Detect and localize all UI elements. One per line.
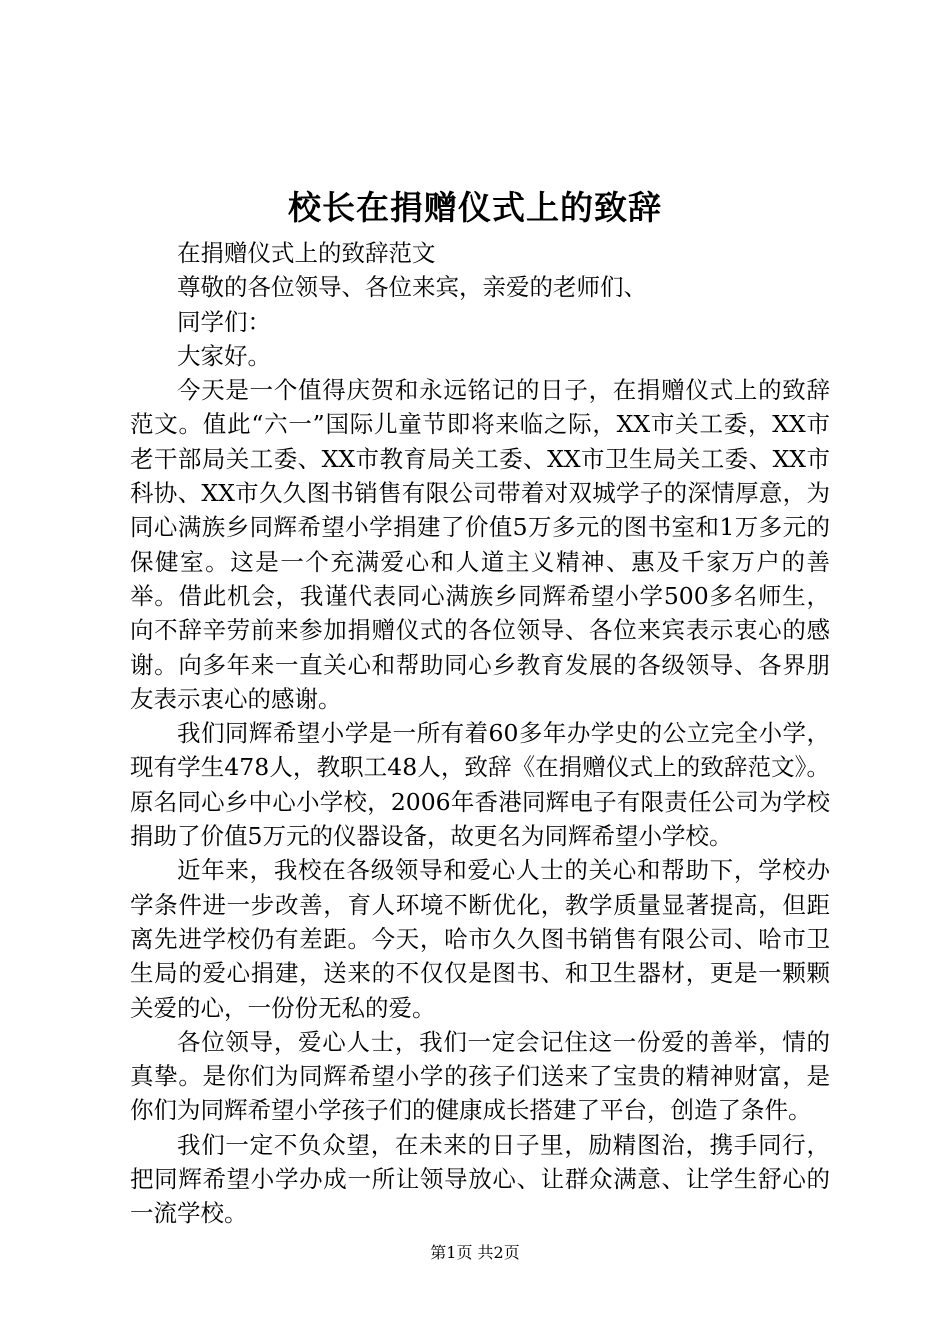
paragraph-greeting: 大家好。 [177, 341, 271, 370]
page-number-footer: 第1页 共2页 [430, 1243, 520, 1262]
document-title: 校长在捐赠仪式上的致辞 [288, 188, 662, 227]
paragraph-body: 我们同辉希望小学是一所有着60多年办学史的公立完全小学，现有学生478人，教职工48人，致辞《在捐赠仪式上的致辞范文》。原名同心乡中心小学校，2006年香港同辉电子有限责任公司为学校捐助了价值5万元的仪器设备，故更名为同辉希望小学校。 [130, 719, 830, 851]
document-body [130, 236, 830, 1231]
paragraph-body: 我们一定不负众望，在未来的日子里，励精图治，携手同行，把同辉希望小学办成一所让领导放心、让群众满意、让学生舒心的一流学校。 [130, 1130, 830, 1228]
paragraph-body: 近年来，我校在各级领导和爱心人士的关心和帮助下，学校办学条件进一步改善，育人环境不断优化，教学质量显著提高，但距离先进学校仍有差距。今天，哈市久久图书销售有限公司、哈市卫生局的爱心捐建，送来的不仅仅是图书、和卫生器材，更是一颗颗关爱的心，一份份无私的爱。 [130, 856, 830, 1022]
paragraph-body: 各位领导，爱心人士，我们一定会记住这一份爱的善举，情的真挚。是你们为同辉希望小学的孩子们送来了宝贵的精神财富，是你们为同辉希望小学孩子们的健康成长搭建了平台，创造了条件。 [130, 1027, 830, 1125]
paragraph-salutation-cont: 同学们： [177, 307, 271, 336]
paragraph-salutation: 尊敬的各位领导、各位来宾，亲爱的老师们、 [177, 273, 647, 302]
paragraph-body: 今天是一个值得庆贺和永远铭记的日子，在捐赠仪式上的致辞范文。值此“六一”国际儿童节即将来临之际，XX市关工委，XX市老干部局关工委、XX市教育局关工委、XX市卫生局关工委、XX市科协、XX市久久图书销售有限公司带着对双城学子的深情厚意，为同心满族乡同辉希望小学捐建了价值5万多元的图书室和1万多元的保健室。这是一个充满爱心和人道主义精神、惠及千家万户的善举。借此机会，我谨代表同心满族乡同辉希望小学500多名师生，向不辞辛劳前来参加捐赠仪式的各位领导、各位来宾表示衷心的感谢。向多年来一直关心和帮助同心乡教育发展的各级领导、各界朋友表示衷心的感谢。 [130, 376, 830, 713]
paragraph-subtitle: 在捐赠仪式上的致辞范文 [177, 239, 436, 267]
